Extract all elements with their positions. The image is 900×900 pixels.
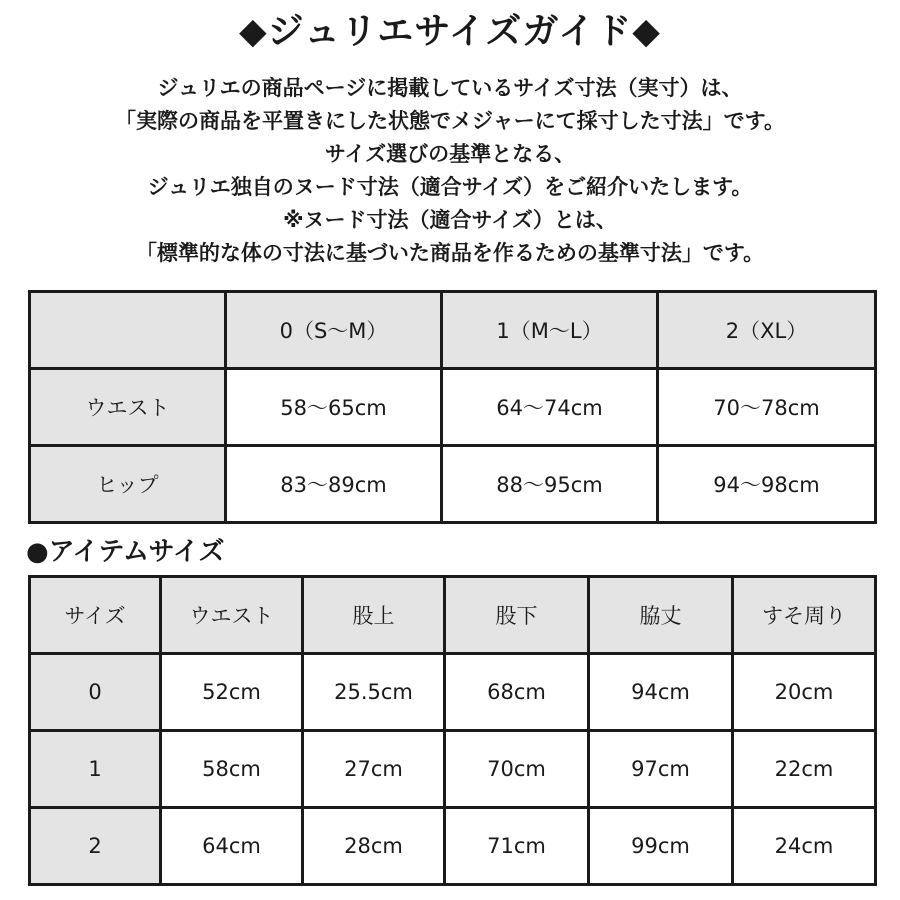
header-cell-waist: ウエスト [161,577,303,654]
table-cell: 70～78cm [658,369,876,446]
intro-line: 「実際の商品を平置きにした状態でメジャーにて採寸した寸法」です。 [115,109,785,133]
table-cell: 20cm [733,654,876,731]
table-cell: 94cm [589,654,733,731]
table-cell: 22cm [733,731,876,808]
intro-line: ※ヌード寸法（適合サイズ）とは、 [283,208,617,232]
intro-line: 「標準的な体の寸法に基づいた商品を作るための基準寸法」です。 [135,241,765,265]
intro-line: ジュリエの商品ページに掲載しているサイズ寸法（実寸）は、 [157,76,743,100]
table-cell: 68cm [445,654,589,731]
table-row [30,369,876,446]
table-cell: 27cm [303,731,445,808]
header-cell-size-0: 0（S～M） [226,292,442,369]
intro-line: サイズ選びの基準となる、 [324,142,576,166]
table-row [30,731,876,808]
header-cell-size-2: 2（XL） [658,292,876,369]
intro-text [0,72,900,270]
table-cell: 94～98cm [658,446,876,523]
header-cell-rise: 股上 [303,577,445,654]
table-cell: 71cm [445,808,589,885]
table-row [30,808,876,885]
table-cell: 97cm [589,731,733,808]
table-cell: 25.5cm [303,654,445,731]
header-cell-inseam: 股下 [445,577,589,654]
table-cell: 88～95cm [442,446,658,523]
page-title: ◆ジュリエサイズガイド◆ [239,11,661,52]
nude-size-table [28,290,877,524]
table-cell: 28cm [303,808,445,885]
table-header-row [30,577,876,654]
table-cell: 99cm [589,808,733,885]
table-row [30,446,876,523]
table-header-row [30,292,876,369]
table-cell: 58cm [161,731,303,808]
table-cell: 24cm [733,808,876,885]
row-label-size: 1 [30,731,161,808]
row-label-waist: ウエスト [30,369,226,446]
table-cell: 70cm [445,731,589,808]
section-title-item-size: ●アイテムサイズ [26,537,225,567]
row-label-size: 2 [30,808,161,885]
header-cell-outseam: 脇丈 [589,577,733,654]
header-cell-size-1: 1（M～L） [442,292,658,369]
table-cell: 52cm [161,654,303,731]
table-cell: 83～89cm [226,446,442,523]
item-size-table [28,575,877,886]
intro-line: ジュリエ独自のヌード寸法（適合サイズ）をご紹介いたします。 [147,175,753,199]
row-label-hip: ヒップ [30,446,226,523]
header-cell-size: サイズ [30,577,161,654]
table-row [30,654,876,731]
row-label-size: 0 [30,654,161,731]
table-cell: 64～74cm [442,369,658,446]
header-cell-hem: すそ周り [733,577,876,654]
table-cell: 58～65cm [226,369,442,446]
table-cell: 64cm [161,808,303,885]
header-cell-empty [30,292,226,369]
